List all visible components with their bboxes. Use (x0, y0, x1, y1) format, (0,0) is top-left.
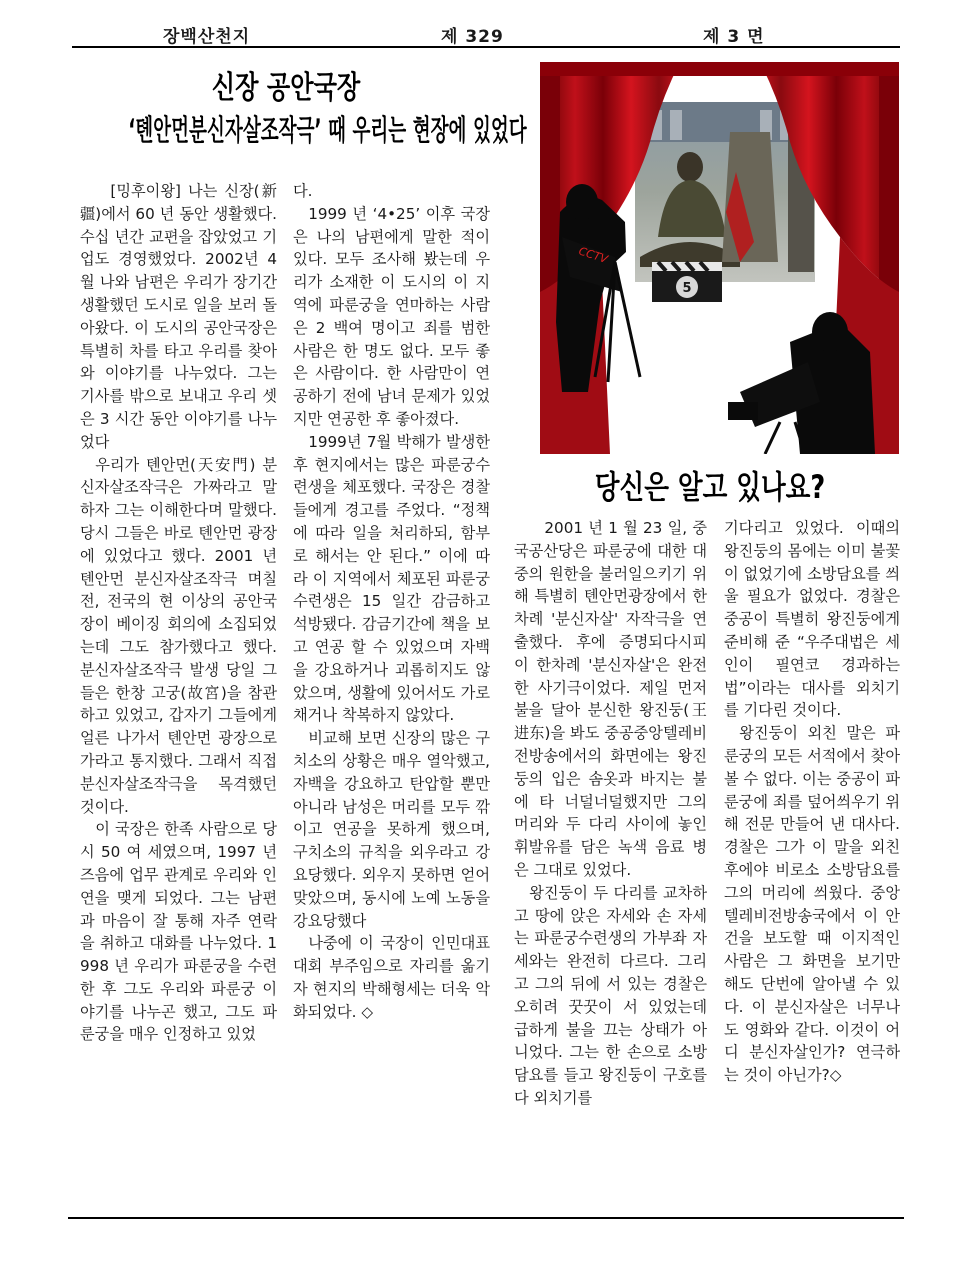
paragraph: 왕진둥이 두 다리를 교차하고 땅에 앉은 자세와 손 자세는 파룬궁수련생의 가부좌 자세와는 완전히 다르다. 그리고 그의 뒤에 서 있는 경찰은 오히려 꿋꿋이 서 있었는데 급하게 불을 끄는 상태가 아니었다. 그는 한 손으로 소방담요를 들고 왕진둥이 구호를 다 외치기를 (514, 883, 707, 1107)
paragraph: 2001 년 1 월 23 일, 중국공산당은 파룬궁에 대한 대중의 원한을 불러일으키기 위해 특별히 톈안먼광장에서 한차례 '분신자살' 자작극을 연출했다. 후에 증명되다시피 이 한차례 '분신자살'은 완전한 사기극이었다. 제일 먼저 불을 달아 분신한 왕진둥(王进东)을 봐도 중공중앙텔레비전방송에서의 화면에는 왕진둥의 입은 솜옷과 바지는 불에 타 너덜너덜했지만 그의 머리와 두 다리 사이에 놓인 휘발유를 담은 녹색 음료 병은 그대로 있었다. (514, 519, 707, 879)
staged-scene-illustration (540, 62, 899, 454)
article1-headline-line1: 신장 공안국장 (211, 70, 361, 106)
paragraph: 우리가 톈안먼(天安門) 분신자살조작극은 가짜라고 말하자 그는 이해한다며 말했다. 당시 그들은 바로 톈안먼 광장에 있었다고 했다. 2001 년 톈안먼 분신자살조작극 며칠 전, 전국의 현 이상의 공안국장이 베이징 회의에 소집되었는데 그도 참가했다고 했다. 분신자살조작극 발생 당일 그들은 한창 고궁(故宮)을 참관하고 있었고, 갑자기 그들에게 얼른 나가서 톈안먼 광장으로 가라고 통지했다. 그래서 직접 분신자살조작극을 목격했던 것이다. (80, 455, 277, 816)
header-rule (72, 46, 900, 48)
cctv-logo: CCTV (577, 244, 610, 267)
article1-headline-line2: ‘톈안먼분신자살조작극’ 때 우리는 현장에 있었다 (128, 113, 527, 147)
paragraph: 왕진둥이 외친 말은 파룬궁의 모든 서적에서 찾아 볼 수 없다. 이는 중공이 파룬궁에 죄를 덮어씌우기 위해 전문 만들어 낸 대사다. 경찰은 그가 이 말을 외친 후에야 비로소 소방담요를 그의 머리에 씌웠다. 중앙텔레비전방송국에서 이 안건을 보도할 때 이지적인 사람은 그 화면을 보기만 해도 단번에 알아낼 수 있다. 이 분신자살은 너무나도 영화와 같다. 이것이 어디 분신자살인가? 연극하는 것이 아닌가?◇ (724, 724, 900, 1085)
paragraph: 이 국장은 한족 사람으로 당시 50 여 세였으며, 1997 년 즈음에 업무 관계로 우리와 인연을 맺게 되었다. 그는 남편과 마음이 잘 통해 자주 연락을 취하고 대화를 나누었다. 1998 년 우리가 파룬궁을 수련한 후 그도 우리와 파룬궁 이야기를 나누곤 했고, 그도 파룬궁을 매우 인정하고 있었 (80, 820, 277, 1044)
article2-column-1 (514, 517, 707, 1197)
paragraph: 1999 년 ‘4•25’ 이후 국장은 나의 남편에게 말한 적이 있다. 모두 조사해 봤는데 우리가 소재한 이 도시의 이 지역에 파룬궁을 연마하는 사람은 2 백여 명이고 죄를 범한 사람은 한 명도 없다. 모두 좋은 사람이다. 한 사람만이 연공하기 전에 남녀 문제가 있었지만 연공한 후 좋아졌다. (293, 204, 490, 428)
page-header (75, 22, 900, 46)
paragraph: [밍후이왕] 나는 신장(新疆)에서 60 년 동안 생활했다. 수십 년간 교편을 잡았었고 기업도 경영했었다. 2002년 4월 나와 남편은 우리가 장기간 생활했던 도시로 일을 보러 돌아왔다. 이 도시의 공안국장은 특별히 차를 타고 우리를 찾아와 이야기를 나누었다. 그는 기사를 밖으로 보내고 우리 셋은 3 시간 동안 이야기를 나누었다 (80, 182, 277, 451)
paragraph: 다. (293, 182, 313, 200)
page-number: 제 3 면 (703, 27, 765, 47)
article1-column-1 (80, 180, 277, 1215)
paragraph: 기다리고 있었다. 이때의 왕진둥의 몸에는 이미 불꽃이 없었기에 소방담요를 씌울 필요가 없었다. 경찰은 중공이 특별히 왕진둥에게 준비해 준 “우주대법은 세인이 필연코 경과하는 법”이라는 대사를 외치기를 기다린 것이다. (724, 519, 900, 720)
paragraph: 비교해 보면 신장의 많은 구치소의 상황은 매우 열악했고, 자백을 강요하고 탄압할 뿐만 아니라 남성은 머리를 모두 깎이고 연공을 못하게 했으며, 구치소의 규칙을 외우라고 강요당했다. 외우지 못하면 얻어맞았으며, 동시에 노예 노동을 강요당했다 (293, 729, 490, 930)
article1-column-2 (293, 180, 490, 1215)
clapper-number: 5 (682, 281, 692, 296)
newspaper-name: 장백산천지 (163, 27, 251, 47)
footer-rule (68, 1217, 904, 1219)
paragraph: 1999년 7월 박해가 발생한 후 현지에서는 많은 파룬궁수련생을 체포했다. 국장은 경찰들에게 경고를 주었다. “정책에 따라 일을 처리하되, 함부로 해서는 안 된다.” 이에 따라 이 지역에서 체포된 파룬궁수련생은 15 일간 감금하고 석방됐다. 감금기간에 책을 보고 연공 할 수 있었으며 자백을 강요하거나 괴롭히지도 않았으며, 생활에 있어서도 가로채거나 착복하지 않았다. (293, 432, 490, 725)
issue-number: 제 329 (441, 27, 504, 47)
article2-headline: 당신은 알고 있나요? (594, 468, 826, 506)
article2-column-2 (724, 517, 900, 1197)
paragraph: 나중에 이 국장이 인민대표대회 부주임으로 자리를 옮기자 현지의 박해형세는 더욱 악화되었다. ◇ (293, 934, 490, 1021)
